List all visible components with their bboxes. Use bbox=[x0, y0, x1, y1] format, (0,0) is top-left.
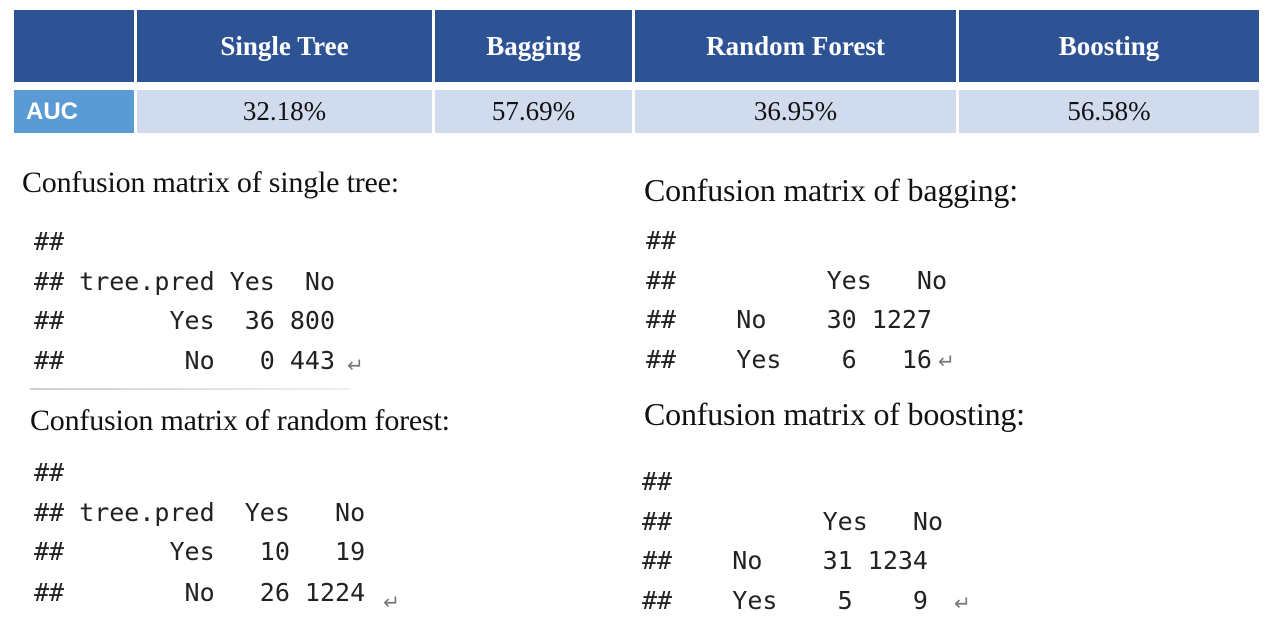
header-boosting: Boosting bbox=[959, 10, 1259, 82]
bagging-line-2: ## Yes No bbox=[646, 265, 948, 295]
return-icon: ↵ bbox=[383, 589, 400, 614]
boosting-block bbox=[644, 396, 1025, 433]
auc-single-tree: 32.18% bbox=[137, 90, 432, 133]
return-icon: ↵ bbox=[937, 349, 955, 374]
single-tree-line-1: ## bbox=[34, 227, 65, 256]
auc-boosting: 56.58% bbox=[959, 90, 1259, 133]
boosting-line-3: ## No 31 1234 bbox=[642, 546, 928, 575]
divider bbox=[30, 388, 350, 390]
random-forest-line-1: ## bbox=[34, 458, 65, 487]
random-forest-line-2: ## tree.pred Yes No bbox=[34, 497, 366, 527]
bagging-line-4: ## Yes 6 16 bbox=[646, 344, 932, 374]
boosting-matrix bbox=[642, 462, 971, 620]
auc-bagging: 57.69% bbox=[435, 90, 632, 133]
boosting-line-1: ## bbox=[642, 467, 673, 496]
boosting-line-4: ## Yes 5 9 bbox=[642, 585, 928, 615]
header-single-tree: Single Tree bbox=[137, 10, 432, 82]
random-forest-matrix bbox=[34, 453, 400, 614]
header-random-forest: Random Forest bbox=[635, 10, 956, 82]
auc-row bbox=[14, 90, 1259, 133]
boosting-title: Confusion matrix of boosting: bbox=[644, 396, 1025, 432]
auc-table-header-row bbox=[14, 10, 1259, 82]
bagging-line-3: ## No 30 1227 bbox=[646, 305, 932, 334]
random-forest-block bbox=[30, 404, 450, 438]
single-tree-block bbox=[22, 166, 399, 200]
random-forest-title: Confusion matrix of random forest: bbox=[30, 404, 450, 437]
boosting-line-2: ## Yes No bbox=[642, 506, 944, 536]
auc-random-forest: 36.95% bbox=[635, 90, 956, 133]
single-tree-matrix bbox=[34, 222, 364, 380]
header-corner-cell bbox=[14, 10, 134, 82]
bagging-title: Confusion matrix of bagging: bbox=[644, 172, 1018, 208]
single-tree-line-2: ## tree.pred Yes No bbox=[34, 266, 336, 296]
bagging-matrix bbox=[646, 221, 955, 379]
single-tree-title: Confusion matrix of single tree: bbox=[22, 166, 399, 199]
bagging-line-1: ## bbox=[646, 226, 677, 255]
return-icon: ↵ bbox=[953, 591, 971, 616]
random-forest-line-3: ## Yes 10 19 bbox=[34, 537, 366, 566]
single-tree-line-4: ## No 0 443 bbox=[34, 345, 336, 375]
single-tree-line-3: ## Yes 36 800 bbox=[34, 306, 336, 335]
auc-row-label: AUC bbox=[14, 90, 134, 133]
header-bagging: Bagging bbox=[435, 10, 632, 82]
return-icon: ↵ bbox=[347, 353, 364, 378]
bagging-block bbox=[644, 172, 1018, 209]
random-forest-line-4: ## No 26 1224 bbox=[34, 577, 366, 607]
